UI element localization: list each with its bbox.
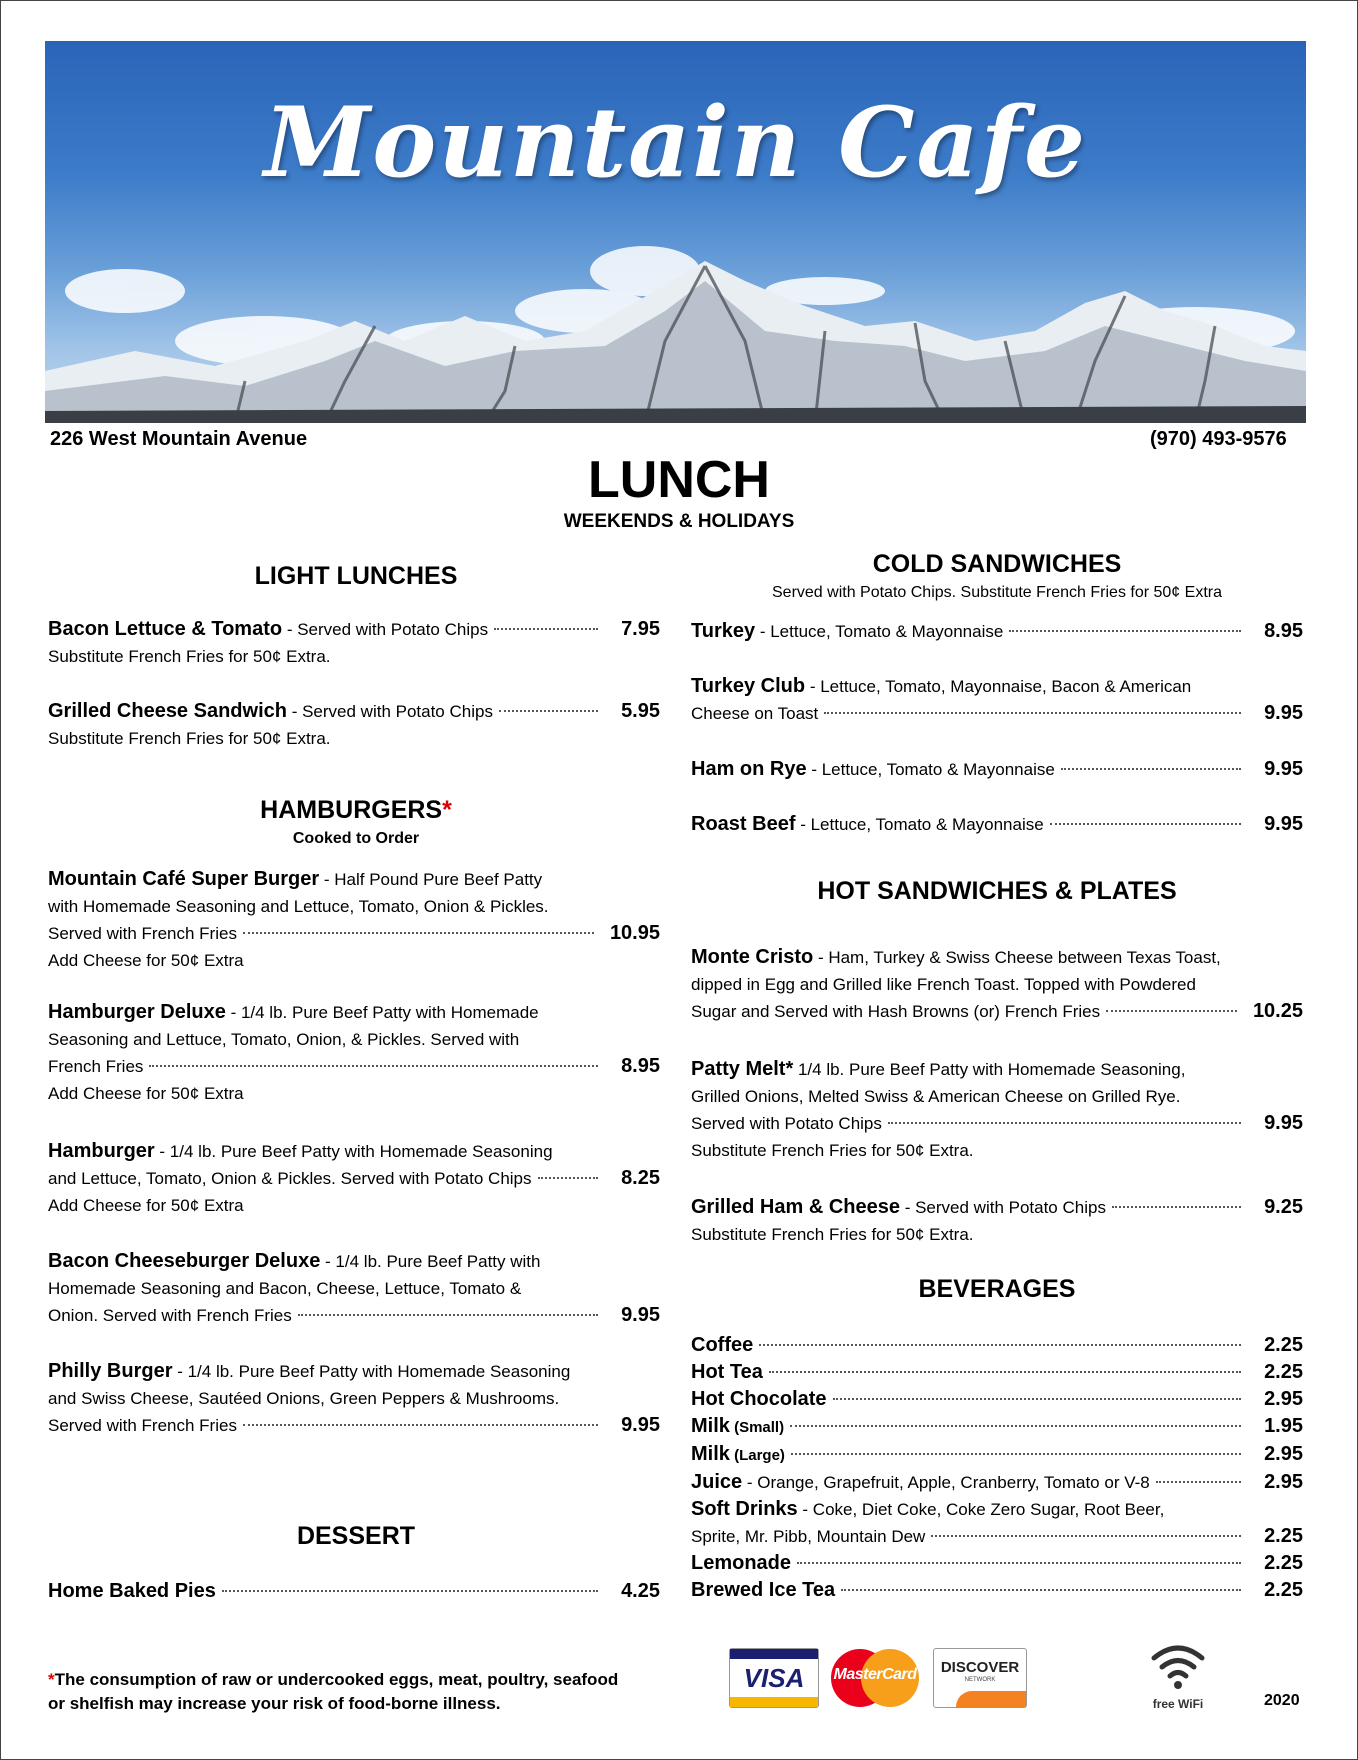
item-desc-line: Served with French Fries <box>48 1416 237 1435</box>
item-price: 2.25 <box>1264 1361 1303 1383</box>
item-name: Grilled Cheese Sandwich <box>48 700 287 722</box>
item-desc: - 1/4 lb. Pure Beef Patty with <box>320 1252 541 1271</box>
section-dessert-heading: DESSERT <box>296 1522 416 1550</box>
item-desc: - Lettuce, Tomato, Mayonnaise, Bacon & American <box>805 677 1192 696</box>
menu-item <box>691 756 1303 783</box>
section-hot-sandwiches-heading: HOT SANDWICHES & PLATES <box>817 877 1177 905</box>
item-desc-line: Sprite, Mr. Pibb, Mountain Dew <box>691 1527 926 1546</box>
item-desc: - Served with Potato Chips <box>282 620 489 639</box>
section-cold-sandwiches-heading: COLD SANDWICHES <box>872 550 1122 578</box>
item-price: 2.25 <box>1264 1334 1303 1356</box>
item-name: Philly Burger <box>48 1360 173 1382</box>
menu-item <box>48 866 660 974</box>
item-price: 10.25 <box>1252 1000 1303 1022</box>
section-light-lunches-heading: LIGHT LUNCHES <box>254 562 458 590</box>
visa-card-icon: VISA <box>729 1648 819 1708</box>
item-desc-line: Cheese on Toast <box>691 704 819 723</box>
item-name: Milk <box>691 1415 730 1437</box>
item-price: 2.95 <box>1264 1471 1303 1493</box>
menu-item <box>691 673 1303 727</box>
item-price: 9.95 <box>1264 813 1303 835</box>
item-price: 8.95 <box>1264 620 1303 642</box>
item-desc: 1/4 lb. Pure Beef Patty with Homemade Seasoning, <box>793 1060 1186 1079</box>
wifi-label: free WiFi <box>1152 1697 1204 1711</box>
item-price: 9.95 <box>1264 702 1303 724</box>
item-desc: - Lettuce, Tomato & Mayonnaise <box>755 622 1004 641</box>
item-size: (Large) <box>729 1447 785 1464</box>
header-banner <box>45 41 1306 423</box>
item-price: 9.95 <box>621 1304 660 1326</box>
item-desc: - Lettuce, Tomato & Mayonnaise <box>795 815 1044 834</box>
item-price: 8.25 <box>621 1167 660 1189</box>
item-note: Add Cheese for 50¢ Extra <box>48 951 244 970</box>
list-item <box>691 1386 1303 1413</box>
item-name: Soft Drinks <box>691 1498 798 1520</box>
list-item <box>691 1469 1303 1496</box>
item-desc: - Coke, Diet Coke, Coke Zero Sugar, Root Beer, <box>797 1500 1165 1519</box>
item-desc-line: Seasoning and Lettuce, Tomato, Onion, & Pickles. Served with <box>48 1030 520 1049</box>
item-price: 9.95 <box>1264 758 1303 780</box>
item-desc: - Orange, Grapefruit, Apple, Cranberry, Tomato or V-8 <box>742 1473 1150 1492</box>
item-name: Roast Beef <box>691 813 796 835</box>
item-note: Substitute French Fries for 50¢ Extra. <box>691 1225 974 1244</box>
item-price: 9.95 <box>621 1414 660 1436</box>
disclaimer-line-1: The consumption of raw or undercooked eggs, meat, poultry, seafood <box>54 1670 619 1689</box>
item-name: Hamburger <box>48 1140 155 1162</box>
menu-item <box>48 698 660 752</box>
item-name: Hot Chocolate <box>691 1388 827 1410</box>
item-name: Hamburger Deluxe <box>48 1001 226 1023</box>
item-desc: - 1/4 lb. Pure Beef Patty with Homemade Seasoning <box>172 1362 571 1381</box>
list-item <box>691 1550 1303 1577</box>
item-name: Home Baked Pies <box>48 1580 216 1602</box>
menu-item <box>48 1138 660 1219</box>
item-desc-line: Sugar and Served with Hash Browns (or) French Fries <box>691 1002 1101 1021</box>
item-note: Add Cheese for 50¢ Extra <box>48 1084 244 1103</box>
cafe-logo-title: Mountain Cafe <box>263 86 1088 199</box>
item-price: 2.25 <box>1264 1525 1303 1547</box>
item-name: Bacon Lettuce & Tomato <box>48 618 283 640</box>
item-desc-line: Homemade Seasoning and Bacon, Cheese, Lettuce, Tomato & <box>48 1279 522 1298</box>
address: 226 West Mountain Avenue <box>50 428 308 450</box>
section-hamburgers-heading <box>48 796 664 825</box>
item-name: Juice <box>691 1471 743 1493</box>
item-desc-line: French Fries <box>48 1057 144 1076</box>
item-desc-line: Served with Potato Chips <box>691 1114 882 1133</box>
list-item <box>691 1332 1303 1359</box>
item-name: Bacon Cheeseburger Deluxe <box>48 1250 321 1272</box>
list-item <box>691 1441 1303 1469</box>
hamburgers-star: * <box>442 796 452 824</box>
item-price: 9.95 <box>1264 1112 1303 1134</box>
food-safety-disclaimer <box>48 1668 618 1716</box>
item-price: 5.95 <box>621 700 660 722</box>
item-desc-line: with Homemade Seasoning and Lettuce, Tomato, Onion & Pickles. <box>48 897 549 916</box>
item-price: 2.95 <box>1264 1388 1303 1410</box>
item-price: 2.25 <box>1264 1579 1303 1601</box>
item-desc-line: Served with French Fries <box>48 924 237 943</box>
item-desc: - 1/4 lb. Pure Beef Patty with Homemade <box>225 1003 539 1022</box>
item-desc: - Served with Potato Chips <box>899 1198 1106 1217</box>
list-item <box>691 1359 1303 1386</box>
list-item <box>691 1496 1303 1550</box>
menu-title: LUNCH <box>588 451 770 509</box>
hamburgers-heading-text: HAMBURGERS <box>260 796 443 824</box>
item-price: 9.25 <box>1264 1196 1303 1218</box>
item-name: Mountain Café Super Burger <box>48 868 320 890</box>
item-desc: - Lettuce, Tomato & Mayonnaise <box>806 760 1055 779</box>
item-price: 7.95 <box>621 618 660 640</box>
item-name: Patty Melt* <box>691 1058 794 1080</box>
item-desc: - 1/4 lb. Pure Beef Patty with Homemade Seasoning <box>154 1142 553 1161</box>
menu-item <box>48 1578 660 1605</box>
item-name: Turkey <box>691 620 756 642</box>
item-size: (Small) <box>729 1419 785 1436</box>
item-price: 2.25 <box>1264 1552 1303 1574</box>
item-name: Grilled Ham & Cheese <box>691 1196 900 1218</box>
item-desc-line: Grilled Onions, Melted Swiss & American Cheese on Grilled Rye. <box>691 1087 1181 1106</box>
beverage-list <box>691 1332 1303 1604</box>
menu-item <box>691 811 1303 838</box>
phone-number: (970) 493-9576 <box>1150 428 1287 450</box>
cold-sandwiches-subheading: Served with Potato Chips. Substitute French Fries for 50¢ Extra <box>772 584 1222 601</box>
section-beverages-heading: BEVERAGES <box>918 1275 1076 1303</box>
menu-subtitle: WEEKENDS & HOLIDAYS <box>563 511 795 532</box>
item-name: Coffee <box>691 1334 754 1356</box>
item-note: Add Cheese for 50¢ Extra <box>48 1196 244 1215</box>
item-name: Brewed Ice Tea <box>691 1579 836 1601</box>
list-item <box>691 1413 1303 1441</box>
item-price: 4.25 <box>621 1580 660 1602</box>
item-name: Ham on Rye <box>691 758 807 780</box>
item-desc: - Served with Potato Chips <box>286 702 493 721</box>
item-name: Monte Cristo <box>691 946 814 968</box>
menu-item <box>48 1358 660 1439</box>
menu-item <box>691 944 1303 1025</box>
disclaimer-line-2: or shelfish may increase your risk of food-borne illness. <box>48 1694 501 1713</box>
item-name: Hot Tea <box>691 1361 763 1383</box>
disclaimer-star: * <box>48 1670 55 1689</box>
item-desc-line: dipped in Egg and Grilled like French Toast. Topped with Powdered <box>691 975 1196 994</box>
year: 2020 <box>1264 1692 1300 1709</box>
item-price: 10.95 <box>609 922 660 944</box>
item-desc-line: Onion. Served with French Fries <box>48 1306 292 1325</box>
menu-item <box>691 1056 1303 1164</box>
item-desc: - Half Pound Pure Beef Patty <box>319 870 543 889</box>
item-desc: - Ham, Turkey & Swiss Cheese between Texas Toast, <box>813 948 1221 967</box>
item-note: Substitute French Fries for 50¢ Extra. <box>691 1141 974 1160</box>
item-price: 2.95 <box>1264 1443 1303 1465</box>
hamburgers-subheading: Cooked to Order <box>292 830 420 847</box>
menu-item <box>691 1194 1303 1248</box>
discover-card-icon: DISCOVER NETWORK <box>933 1648 1027 1708</box>
item-name: Milk <box>691 1443 730 1465</box>
item-note: Substitute French Fries for 50¢ Extra. <box>48 647 331 666</box>
menu-item <box>48 999 660 1107</box>
item-price: 8.95 <box>621 1055 660 1077</box>
item-desc-line: and Lettuce, Tomato, Onion & Pickles. Served with Potato Chips <box>48 1169 532 1188</box>
item-desc-line: and Swiss Cheese, Sautéed Onions, Green Peppers & Mushrooms. <box>48 1389 560 1408</box>
menu-item <box>691 618 1303 645</box>
menu-item <box>48 1248 660 1329</box>
wifi-icon <box>1142 1640 1214 1711</box>
list-item <box>691 1577 1303 1604</box>
item-price: 1.95 <box>1264 1415 1303 1437</box>
menu-item <box>48 616 660 670</box>
item-name: Lemonade <box>691 1552 792 1574</box>
item-note: Substitute French Fries for 50¢ Extra. <box>48 729 331 748</box>
mastercard-icon: MasterCard <box>828 1648 922 1706</box>
item-name: Turkey Club <box>691 675 806 697</box>
